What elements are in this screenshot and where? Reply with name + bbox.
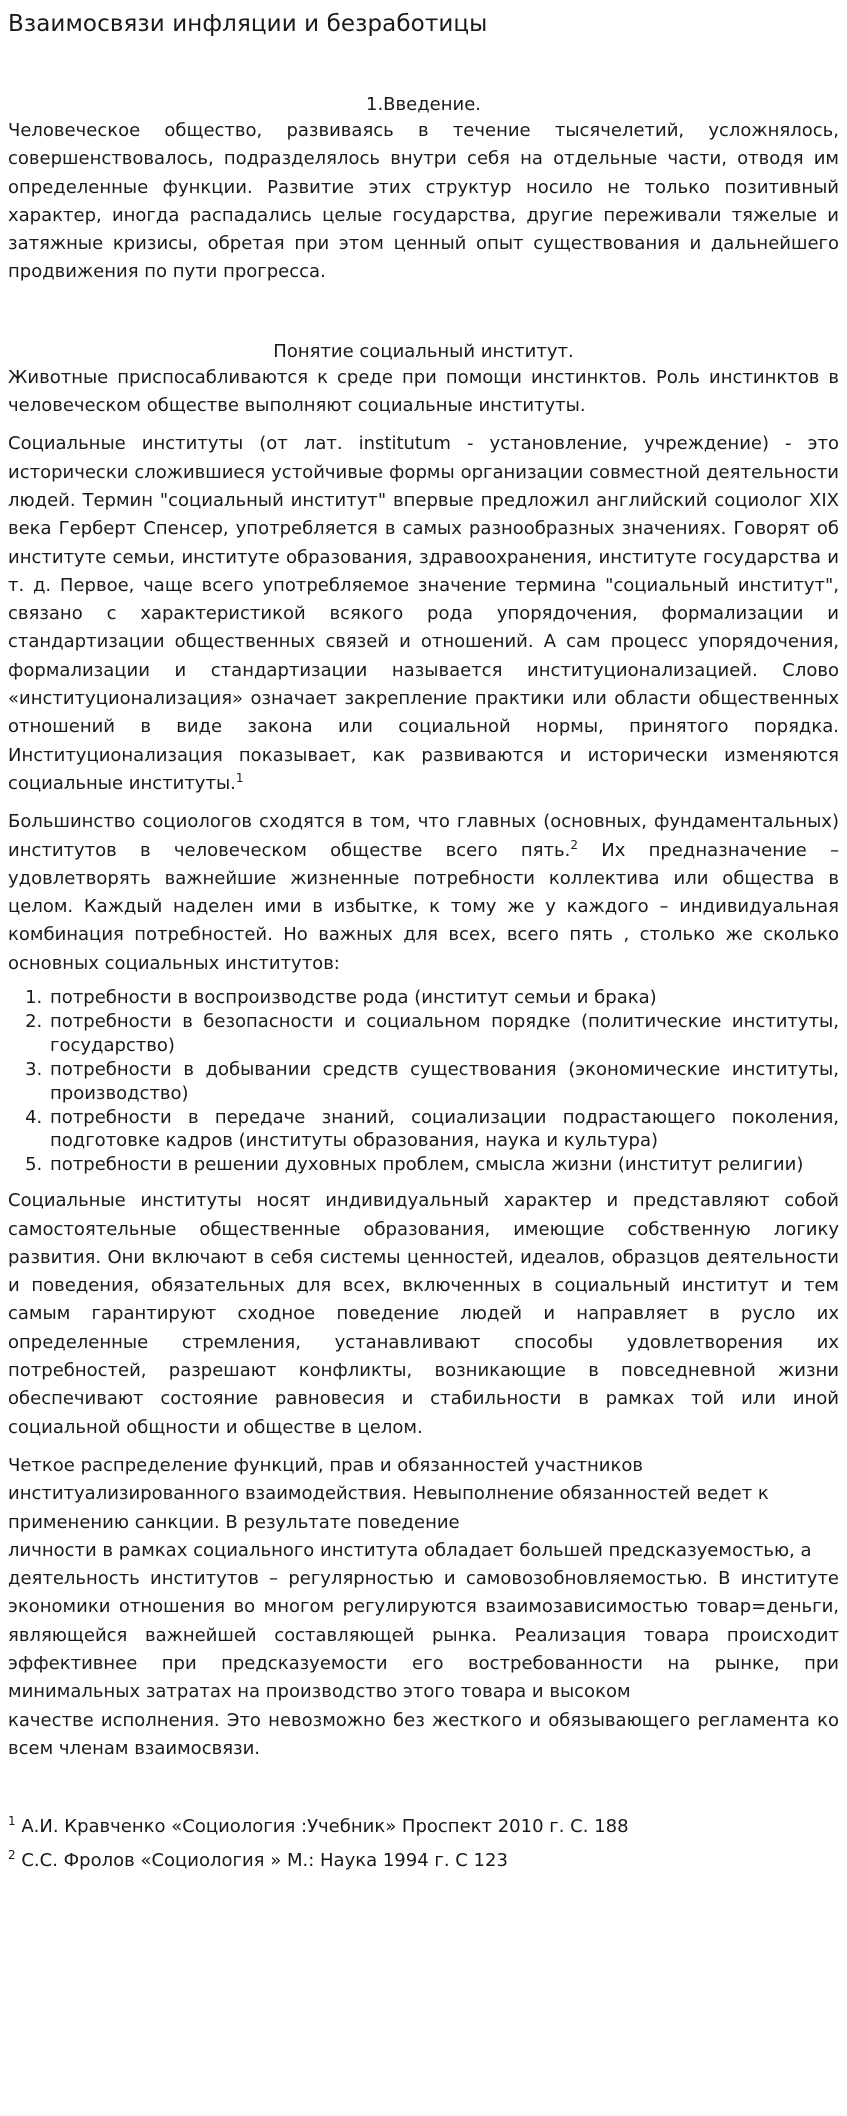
list-item: 2. потребности в безопасности и социальном порядке (политические институты, государство) <box>48 1010 839 1058</box>
footnote-ref-1[interactable]: 1 <box>235 770 244 785</box>
paragraph-social-institutes-text: Социальные институты (от лат. institutum - установление, учреждение) - это исторически сложившиеся устойчивые формы организации совместной деятельности людей. Термин "социальный институт" впервые предложил английский социолог XIX века Герберт Спенсер, употребляется в самых разнообразных значениях. Говорят об институте семьи, институте образования, здравоохранения, институте государства и т. д. Первое, чаще всего употребляемое значение термина "социальный институт", связано с характеристикой всякого рода упорядочения, формализации и стандартизации общественных связей и отношений. А сам процесс упорядочения, формализации и стандартизации называется институционализацией. Слово «институционализация» означает закрепление практики или области общественных отношений в виде закона или социальной нормы, принятого порядка. Институционализация показывает, как развиваются и исторически изменяются социальные институты. <box>8 433 839 794</box>
heading-introduction: 1.Введение. <box>366 94 481 115</box>
list-item: 1. потребности в воспроизводстве рода (институт семьи и брака) <box>48 986 839 1010</box>
needs-list <box>8 986 839 1177</box>
document-page <box>8 0 839 1883</box>
paragraph-majority-text-a: Большинство социологов сходятся в том, что главных (основных, фундаментальных) институтов в человеческом обществе всего пять. <box>8 811 839 861</box>
footnote-mark-1: 1 <box>8 1814 16 1829</box>
footnote-text-1: А.И. Кравченко «Социология :Учебник» Проспект 2010 г. С. 188 <box>15 1816 629 1838</box>
document-title: Взаимосвязи инфляции и безработицы <box>8 11 488 37</box>
footnotes <box>8 1815 839 1873</box>
intro-paragraph: Человеческое общество, развиваясь в течение тысячелетий, усложнялось, совершенствовалось, подразделялось внутри себя на отдельные части, отводя им определенные функции. Развитие этих структур носило не только позитивный характер, иногда распадались целые государства, другие переживали тяжелые и затяжные кризисы, обретая при этом ценный опыт существования и дальнейшего продвижения по пути прогресса. <box>8 120 839 283</box>
footnote-text-2: С.С. Фролов «Социология » М.: Наука 1994 г. С 123 <box>15 1850 508 1872</box>
list-item: 4. потребности в передаче знаний, социализации подрастающего поколения, подготовке кадров (институты образования, наука и культура) <box>48 1106 839 1154</box>
paragraph-majority <box>8 808 839 978</box>
paragraph-majority-text-b: Их предназначение – удовлетворять важнейшие жизненные потребности коллектива или общества в целом. Каждый наделен ими в избытке, к тому же у каждого – индивидуальная комбинация потребностей. Но важных для всех, всего пять , столько же сколько основных социальных институтов: <box>8 839 840 974</box>
paragraph-distribution-4: качестве исполнения. Это невозможно без жесткого и обязывающего регламента ко всем членам взаимосвязи. <box>8 1709 839 1759</box>
list-item: 5. потребности в решении духовных проблем, смысла жизни (институт религии) <box>48 1153 839 1177</box>
list-item: 3. потребности в добывании средств существования (экономические институты, производство) <box>48 1058 839 1106</box>
paragraph-social-institutes <box>8 430 839 798</box>
paragraph-animals: Животные приспосабливаются к среде при помощи инстинктов. Роль инстинктов в человеческом обществе выполняют социальные институты. <box>8 366 839 417</box>
paragraph-character: Социальные институты носят индивидуальный характер и представляют собой самостоятельные общественные образования, имеющие собственную логику развития. Они включают в себя системы ценностей, идеалов, образцов деятельности и поведения, обязательных для всех, включенных в социальный институт и тем самым гарантируют сходное поведение людей и направляет в русло их определенные стремления, устанавливают способы удовлетворения их потребностей, разрешают конфликты, возникающие в повседневной жизни обеспечивают состояние равновесия и стабильности в рамках той или иной социальной общности и обществе в целом. <box>8 1190 839 1438</box>
footnote-1 <box>8 1815 839 1839</box>
paragraph-distribution-2: личности в рамках социального института обладает большей предсказуемостью, а <box>8 1539 812 1561</box>
footnote-mark-2: 2 <box>8 1848 16 1863</box>
paragraph-distribution-1: Четкое распределение функций, прав и обязанностей участников институализированного взаимодействия. Невыполнение обязанностей ведет к применению санкции. В результате поведение <box>8 1454 769 1533</box>
paragraph-distribution-3: деятельность институтов – регулярностью и самовозобновляемостью. В институте экономики отношения во многом регулируются взаимозависимостью товар=деньги, являющейся важнейшей составляющей рынка. Реализация товара происходит эффективнее при предсказуемости его востребованности на рынке, при минимальных затратах на производство этого товара и высоком <box>8 1568 839 1703</box>
heading-social-institute: Понятие социальный институт. <box>273 340 574 362</box>
footnote-ref-2[interactable]: 2 <box>570 837 578 852</box>
footnote-2 <box>8 1849 839 1873</box>
